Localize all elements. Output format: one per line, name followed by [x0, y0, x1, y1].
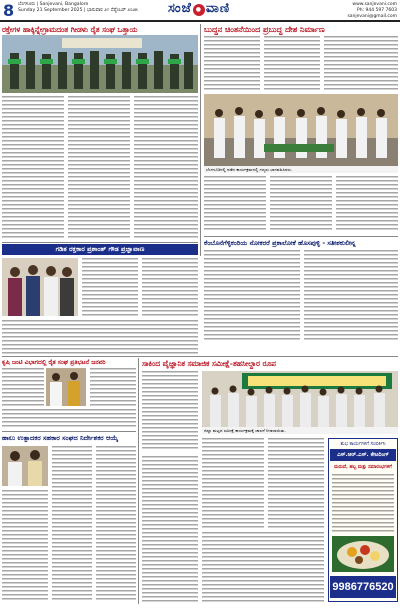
column-divider	[200, 24, 201, 256]
award-photo-art	[2, 258, 78, 316]
ad-food-image	[332, 536, 394, 572]
ad-details	[332, 474, 394, 534]
column-divider	[138, 358, 139, 604]
ad-brand: ಎಸ್.ಆರ್.ಎಸ್. ಕೇಟರಿಂಗ್	[330, 449, 396, 461]
photo-ceremony	[204, 94, 398, 166]
section-divider	[2, 242, 198, 243]
ad-tagline: ಮದುವೆ, ಹಬ್ಬ ಮತ್ತು ಸಮಾರಂಭಗಳಿಗೆ	[334, 465, 392, 470]
article-body-col-1	[2, 96, 64, 238]
article-body-right-2	[264, 36, 320, 92]
article-body-mid-left-1	[82, 258, 138, 316]
article-body-right-6	[336, 176, 398, 232]
phone-line: Ph: 944 597 7603	[356, 8, 397, 13]
headline-top-right: ಬುದ್ಧನ ಚಿಂತನೆಯಿಂದ ಪ್ರಬುದ್ಧ ದೇಶ ನಿರ್ಮಾಣ	[204, 25, 325, 34]
photo-survey-event	[202, 371, 398, 427]
article-body-lower-left-2	[90, 368, 136, 406]
logo-left-text: ಸಂಜೆ	[168, 1, 192, 16]
article-body-lower-mid-5	[202, 532, 324, 602]
newspaper-logo	[168, 1, 230, 16]
article-body-lower-mid-2	[202, 438, 264, 528]
article-body-lower-left-1	[2, 368, 44, 406]
section-divider	[2, 356, 398, 357]
edition-line: ಬೆಂಗಳೂರು | Sanjevani, Bangalore	[18, 2, 89, 7]
article-body-bottom-left-1	[52, 446, 92, 600]
ceremony-photo-art	[204, 94, 398, 166]
article-body-lower-mid-3	[268, 438, 324, 528]
food-plate-icon	[332, 536, 394, 572]
article-body-bottom-left-3	[2, 490, 48, 600]
headline-mid-right: ಕೆಂಬೊನೆಗೆಳ್ಳಿಕಂರಿಯ ನೋಕರರೆ ಪ್ರಕಾಲೋಕೆ ಹೊಸಪುಳ್ಳಿ - ಸತೀಶಕುಲೀನ್ನ	[204, 239, 356, 247]
photo-award	[2, 258, 78, 316]
headline-mid-left: ಗಡಿತ ರಕ್ತಕಾರ ಪ್ರಶಾಂತ್ ಗೌಡ ಪ್ರಜ್ಞಾವಾಣ	[2, 244, 198, 255]
website-link[interactable]: www.sanjevani.com	[352, 2, 397, 7]
section-divider	[2, 431, 136, 432]
cooperative-photo-art	[2, 446, 48, 486]
article-body-right-4	[204, 176, 266, 232]
article-body-col-2	[68, 96, 130, 238]
photo-felicitation	[46, 368, 86, 406]
page-number: 8	[3, 1, 15, 20]
protest-photo-art	[2, 35, 198, 93]
article-body-mid-right-2	[304, 250, 398, 342]
article-body-mid-left-3	[2, 320, 198, 354]
survey-photo-art	[202, 371, 398, 427]
headline-bottom-left: ಹಾಲು ಉತ್ಪಾದಕರ ಸಹಕಾರ ಸಂಘದ ನಿರ್ದೇಶಕರ ಆಯ್ಕೆ	[2, 434, 119, 442]
photo-caption-survey: ಜಿಲ್ಲಾ ಮಟ್ಟದ ಸಮೀಕ್ಷೆ ಕಾರ್ಯಕ್ರಮಕ್ಕೆ ಚಾಲನೆ ನೀಡಲಾಯಿತು.	[202, 427, 398, 434]
felicitation-photo-art	[46, 368, 86, 406]
photo-cooperative	[2, 446, 48, 486]
headline-top-left: ರಕ್ತೇಗಳ ಹಾಕ್ಕಿನ್ನೇಗ್ರಾಮದಂತ ಗೀಡಳು ರೈತ ಸಂಘ ಒತ್ತಾಯ	[2, 25, 138, 34]
photo-farmers-protest	[2, 35, 198, 93]
edition-info	[18, 2, 138, 14]
ad-phone-number[interactable]: 9986776520	[330, 576, 396, 598]
print-registration-marks	[4, 604, 60, 612]
headline-lower-mid: ಸಾಕಿಂದ ವೈಜ್ಞಾನಿಕ ಸಮಾಜಿಕ ಸಮೀಕ್ಷೆ-ತಹಸೀಲ್ದಾರ ರೂಪ	[142, 359, 276, 368]
photo-caption-ceremony: ಬೆಂಗಳೂರಿನಲ್ಲಿ ನಡೆದ ಕಾರ್ಯಕ್ರಮದಲ್ಲಿ ಗಣ್ಯರು ಭಾಗವಹಿಸಿದರು.	[204, 166, 398, 173]
article-body-mid-right-1	[204, 250, 300, 342]
print-registration-marks-right	[340, 604, 396, 612]
article-body-right-1	[204, 36, 260, 92]
article-body-lower-mid-4	[142, 456, 198, 602]
globe-icon: ●	[193, 4, 205, 16]
date-line: Sunday 21 September 2025 | ಭಾನುವಾರ ೨೧ ಸೆಪ್ಟೆಂಬರ್ ೨೦೨೫	[18, 8, 138, 13]
headline-lower-left: ಕೃಷಿ ಜಂಟಿ ವಿಭಾಗದಲ್ಲಿ ರೈತ ಸಂಘ ಪ್ರತಿಭಟನೆ ಜನವರಿ	[2, 359, 106, 366]
email-link[interactable]: sanjevani@gmail.com	[347, 14, 397, 19]
article-body-right-3	[324, 36, 398, 92]
article-body-right-5	[270, 176, 332, 232]
contact-info	[347, 2, 397, 20]
logo-right-text: ವಾಣಿ	[205, 1, 231, 16]
article-body-col-3	[134, 96, 198, 238]
section-divider	[204, 236, 398, 237]
article-body-lower-left-3	[2, 409, 136, 429]
article-body-bottom-left-2	[96, 446, 136, 600]
ad-header: ಶುಭ ಕಾರ್ಯಗಳಿಗೆ ಸಂಪರ್ಕಿಸಿ	[340, 442, 386, 447]
article-body-mid-left-2	[142, 258, 198, 316]
